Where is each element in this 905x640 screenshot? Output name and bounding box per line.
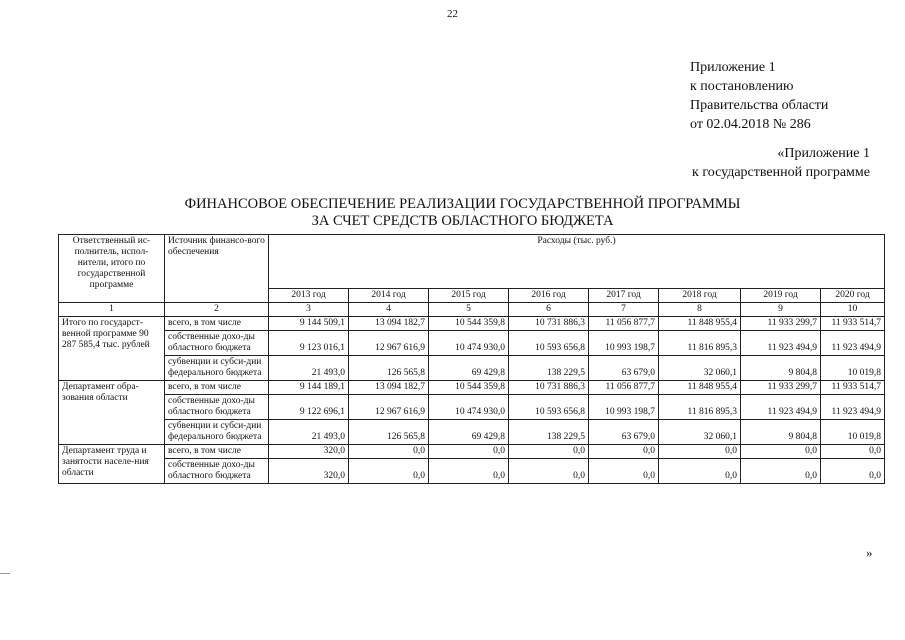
column-number: 4 bbox=[349, 303, 429, 317]
header-year: 2019 год bbox=[741, 289, 821, 303]
header-year: 2015 год bbox=[429, 289, 509, 303]
funding-source: всего, в том числе bbox=[165, 317, 269, 331]
expense-value: 10 593 656,8 bbox=[509, 395, 589, 420]
executor-name: Департамент труда и занятости населе-ния области bbox=[59, 445, 165, 484]
expense-value: 0,0 bbox=[741, 445, 821, 459]
expense-value: 11 056 877,7 bbox=[589, 317, 659, 331]
header-year: 2013 год bbox=[269, 289, 349, 303]
appendix-program bbox=[600, 144, 870, 182]
expense-value: 0,0 bbox=[821, 459, 885, 484]
header-expenses: Расходы (тыс. руб.) bbox=[269, 235, 885, 289]
expense-value: 10 593 656,8 bbox=[509, 331, 589, 356]
expense-value: 0,0 bbox=[429, 459, 509, 484]
expense-value: 0,0 bbox=[429, 445, 509, 459]
margin-mark bbox=[0, 573, 10, 574]
expense-value: 0,0 bbox=[659, 445, 741, 459]
column-number: 7 bbox=[589, 303, 659, 317]
expense-value: 32 060,1 bbox=[659, 420, 741, 445]
closing-quote: » bbox=[866, 545, 873, 560]
expense-value: 0,0 bbox=[821, 445, 885, 459]
table-row bbox=[59, 459, 885, 484]
document-title bbox=[60, 196, 865, 230]
funding-source: субвенции и субси-дии федерального бюджета bbox=[165, 420, 269, 445]
expense-value: 0,0 bbox=[349, 445, 429, 459]
expense-value: 9 804,8 bbox=[741, 420, 821, 445]
appendix-line: от 02.04.2018 № 286 bbox=[690, 117, 811, 132]
expense-value: 11 923 494,9 bbox=[741, 331, 821, 356]
expense-value: 12 967 616,9 bbox=[349, 395, 429, 420]
header-source: Источник финансо-вого обеспечения bbox=[165, 235, 269, 303]
expense-value: 11 056 877,7 bbox=[589, 381, 659, 395]
column-number: 5 bbox=[429, 303, 509, 317]
expense-value: 13 094 182,7 bbox=[349, 317, 429, 331]
expense-value: 0,0 bbox=[349, 459, 429, 484]
column-number: 2 bbox=[165, 303, 269, 317]
financing-table bbox=[58, 234, 885, 484]
expense-value: 138 229,5 bbox=[509, 356, 589, 381]
expense-value: 0,0 bbox=[659, 459, 741, 484]
expense-value: 9 123 016,1 bbox=[269, 331, 349, 356]
expense-value: 138 229,5 bbox=[509, 420, 589, 445]
expense-value: 11 848 955,4 bbox=[659, 381, 741, 395]
expense-value: 0,0 bbox=[509, 445, 589, 459]
title-line: ЗА СЧЕТ СРЕДСТВ ОБЛАСТНОГО БЮДЖЕТА bbox=[311, 213, 614, 229]
column-number: 8 bbox=[659, 303, 741, 317]
expense-value: 9 144 509,1 bbox=[269, 317, 349, 331]
expense-value: 0,0 bbox=[509, 459, 589, 484]
funding-source: собственные дохо-ды областного бюджета bbox=[165, 395, 269, 420]
header-responsible: Ответственный ис-полнитель, испол-нители, итого по государственной программе bbox=[59, 235, 165, 303]
header-year: 2014 год bbox=[349, 289, 429, 303]
expense-value: 9 144 189,1 bbox=[269, 381, 349, 395]
header-year: 2017 год bbox=[589, 289, 659, 303]
expense-value: 11 923 494,9 bbox=[741, 395, 821, 420]
header-year: 2020 год bbox=[821, 289, 885, 303]
column-number: 6 bbox=[509, 303, 589, 317]
funding-source: собственные дохо-ды областного бюджета bbox=[165, 459, 269, 484]
expense-value: 0,0 bbox=[589, 445, 659, 459]
table-row bbox=[59, 445, 885, 459]
table-row bbox=[59, 395, 885, 420]
table-row bbox=[59, 381, 885, 395]
expense-value: 11 923 494,9 bbox=[821, 331, 885, 356]
table-row bbox=[59, 420, 885, 445]
column-number: 1 bbox=[59, 303, 165, 317]
funding-source: всего, в том числе bbox=[165, 381, 269, 395]
funding-source: собственные дохо-ды областного бюджета bbox=[165, 331, 269, 356]
expense-value: 11 848 955,4 bbox=[659, 317, 741, 331]
appendix-line: к постановлению bbox=[690, 79, 794, 94]
expense-value: 12 967 616,9 bbox=[349, 331, 429, 356]
executor-name: Итого по государст-венной программе 90 287 585,4 тыс. рублей bbox=[59, 317, 165, 381]
expense-value: 32 060,1 bbox=[659, 356, 741, 381]
expense-value: 11 933 299,7 bbox=[741, 381, 821, 395]
header-year: 2016 год bbox=[509, 289, 589, 303]
table-row bbox=[59, 317, 885, 331]
expense-value: 9 804,8 bbox=[741, 356, 821, 381]
appendix-line: Правительства области bbox=[690, 98, 829, 113]
appendix-program-line: к государственной программе bbox=[692, 165, 870, 180]
expense-value: 11 933 514,7 bbox=[821, 381, 885, 395]
expense-value: 21 493,0 bbox=[269, 420, 349, 445]
column-number: 10 bbox=[821, 303, 885, 317]
expense-value: 10 019,8 bbox=[821, 356, 885, 381]
funding-source: субвенции и субси-дии федерального бюджета bbox=[165, 356, 269, 381]
expense-value: 11 816 895,3 bbox=[659, 395, 741, 420]
expense-value: 126 565,8 bbox=[349, 356, 429, 381]
expense-value: 0,0 bbox=[741, 459, 821, 484]
funding-source: всего, в том числе bbox=[165, 445, 269, 459]
expense-value: 69 429,8 bbox=[429, 420, 509, 445]
expense-value: 63 679,0 bbox=[589, 356, 659, 381]
header-year: 2018 год bbox=[659, 289, 741, 303]
expense-value: 320,0 bbox=[269, 459, 349, 484]
expense-value: 10 474 930,0 bbox=[429, 331, 509, 356]
executor-name: Департамент обра-зования области bbox=[59, 381, 165, 445]
appendix-program-line: «Приложение 1 bbox=[777, 146, 870, 161]
expense-value: 10 544 359,8 bbox=[429, 317, 509, 331]
appendix-line: Приложение 1 bbox=[690, 60, 776, 75]
column-number: 9 bbox=[741, 303, 821, 317]
appendix-header bbox=[690, 58, 828, 134]
expense-value: 320,0 bbox=[269, 445, 349, 459]
column-number: 3 bbox=[269, 303, 349, 317]
expense-value: 10 019,8 bbox=[821, 420, 885, 445]
title-line: ФИНАНСОВОЕ ОБЕСПЕЧЕНИЕ РЕАЛИЗАЦИИ ГОСУДАРСТВЕННОЙ ПРОГРАММЫ bbox=[184, 196, 741, 212]
expense-value: 10 544 359,8 bbox=[429, 381, 509, 395]
expense-value: 21 493,0 bbox=[269, 356, 349, 381]
expense-value: 9 122 696,1 bbox=[269, 395, 349, 420]
expense-value: 11 923 494,9 bbox=[821, 395, 885, 420]
expense-value: 10 993 198,7 bbox=[589, 395, 659, 420]
expense-value: 11 933 514,7 bbox=[821, 317, 885, 331]
table-row bbox=[59, 356, 885, 381]
expense-value: 10 474 930,0 bbox=[429, 395, 509, 420]
expense-value: 11 816 895,3 bbox=[659, 331, 741, 356]
expense-value: 11 933 299,7 bbox=[741, 317, 821, 331]
expense-value: 10 731 886,3 bbox=[509, 381, 589, 395]
expense-value: 126 565,8 bbox=[349, 420, 429, 445]
table-row bbox=[59, 331, 885, 356]
page-number: 22 bbox=[447, 8, 458, 20]
expense-value: 0,0 bbox=[589, 459, 659, 484]
expense-value: 63 679,0 bbox=[589, 420, 659, 445]
expense-value: 10 731 886,3 bbox=[509, 317, 589, 331]
expense-value: 10 993 198,7 bbox=[589, 331, 659, 356]
expense-value: 13 094 182,7 bbox=[349, 381, 429, 395]
expense-value: 69 429,8 bbox=[429, 356, 509, 381]
